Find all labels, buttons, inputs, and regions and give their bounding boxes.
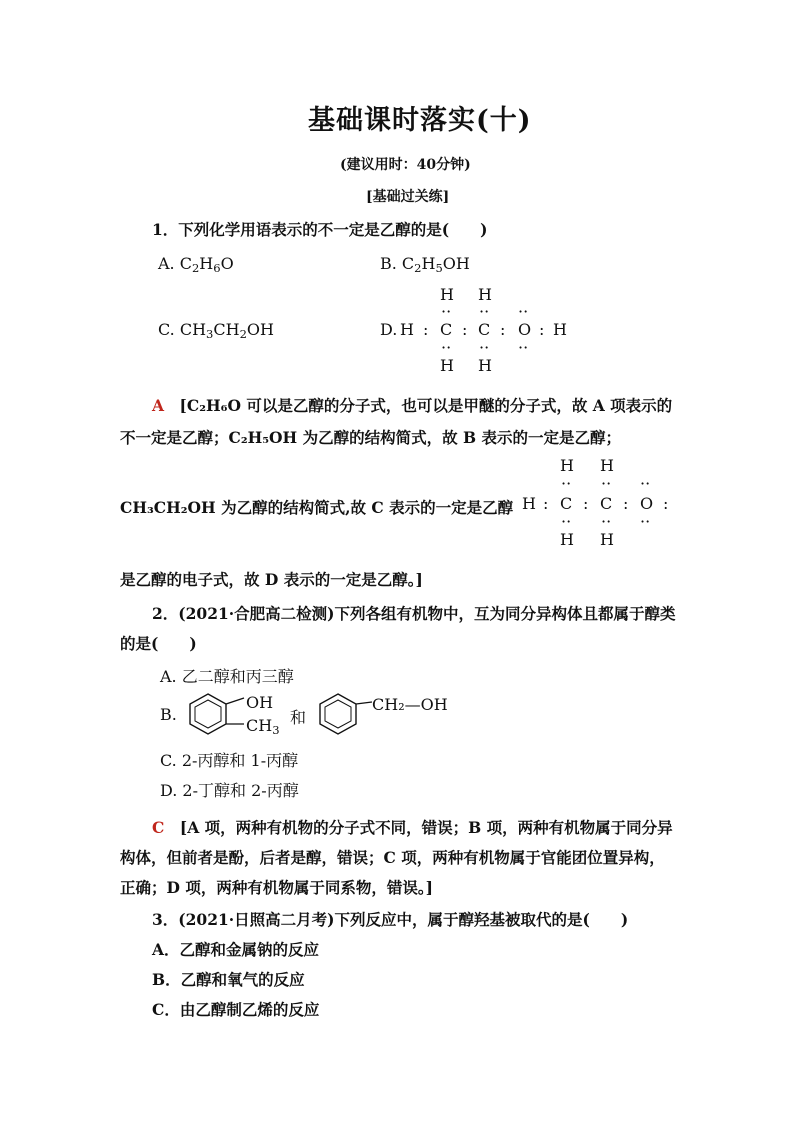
q2-option-c: C. 2-丙醇和 1-丙醇 — [160, 751, 299, 770]
q2-option-b-and: 和 — [290, 708, 307, 727]
benzene-ring-benzyl-icon — [316, 690, 376, 740]
section-heading: [基础过关练] — [366, 189, 450, 205]
q1-answer-letter: A — [152, 396, 165, 415]
q2-option-b-ch3: $CH_3$ — [246, 716, 280, 737]
q2-option-b-oh: OH — [246, 693, 274, 712]
q1-option-c: C. $CH_3CH_2OH$ — [158, 320, 274, 341]
q2-option-b-ch2oh: CH₂—OH — [372, 695, 448, 714]
page-title: 基础课时落实(十) — [308, 105, 532, 136]
q1-answer-line2: 不一定是乙醇；C₂H₅OH 为乙醇的结构简式，故 B 表示的一定是乙醇； — [120, 428, 621, 447]
q1-answer-line3: CH₃CH₂OH 为乙醇的结构简式,故 C 表示的一定是乙醇 — [120, 498, 514, 517]
q1-answer-line4: 是乙醇的电子式，故 D 表示的一定是乙醇。] — [120, 570, 423, 589]
q3-option-b: B．乙醇和氧气的反应 — [152, 970, 305, 989]
q2-answer-line3: 正确；D 项，两种有机物属于同系物，错误。] — [120, 878, 433, 897]
q1-answer-line1: A [C₂H₆O 可以是乙醇的分子式，也可以是甲醚的分子式，故 A 项表示的 — [152, 396, 673, 415]
q3-option-a: A．乙醇和金属钠的反应 — [152, 940, 320, 959]
q2-answer-letter: C — [152, 818, 165, 837]
q3-option-c: C．由乙醇制乙烯的反应 — [152, 1000, 320, 1019]
q2-stem-line2: 的是( ) — [120, 634, 197, 653]
q3-stem: 3．(2021·日照高二月考)下列反应中，属于醇羟基被取代的是( ) — [152, 910, 629, 929]
q1-option-d-label: D. — [380, 320, 398, 339]
q2-answer-line1: C [A 项，两种有机物的分子式不同，错误；B 项，两种有机物属于同分异 — [152, 818, 673, 837]
q2-option-a: A. 乙二醇和丙三醇 — [160, 667, 294, 686]
q1-option-b: B. $C_2H_5OH$ — [380, 254, 470, 275]
q1-stem: 1．下列化学用语表示的不一定是乙醇的是( ) — [152, 220, 488, 239]
q2-option-d: D. 2-丁醇和 2-丙醇 — [160, 781, 299, 800]
q2-answer-line2: 构体，但前者是酚，后者是醇，错误；C 项，两种有机物属于官能团位置异构， — [120, 848, 665, 867]
q2-option-b-label: B. — [160, 705, 177, 724]
time-hint: (建议用时：40分钟) — [340, 157, 471, 173]
benzene-ring-cresol-icon — [186, 690, 246, 740]
q2-stem-line1: 2．(2021·合肥高二检测)下列各组有机物中，互为同分异构体且都属于醇类 — [152, 604, 676, 623]
q1-option-a: A. $C_2H_6O$ — [158, 254, 234, 275]
